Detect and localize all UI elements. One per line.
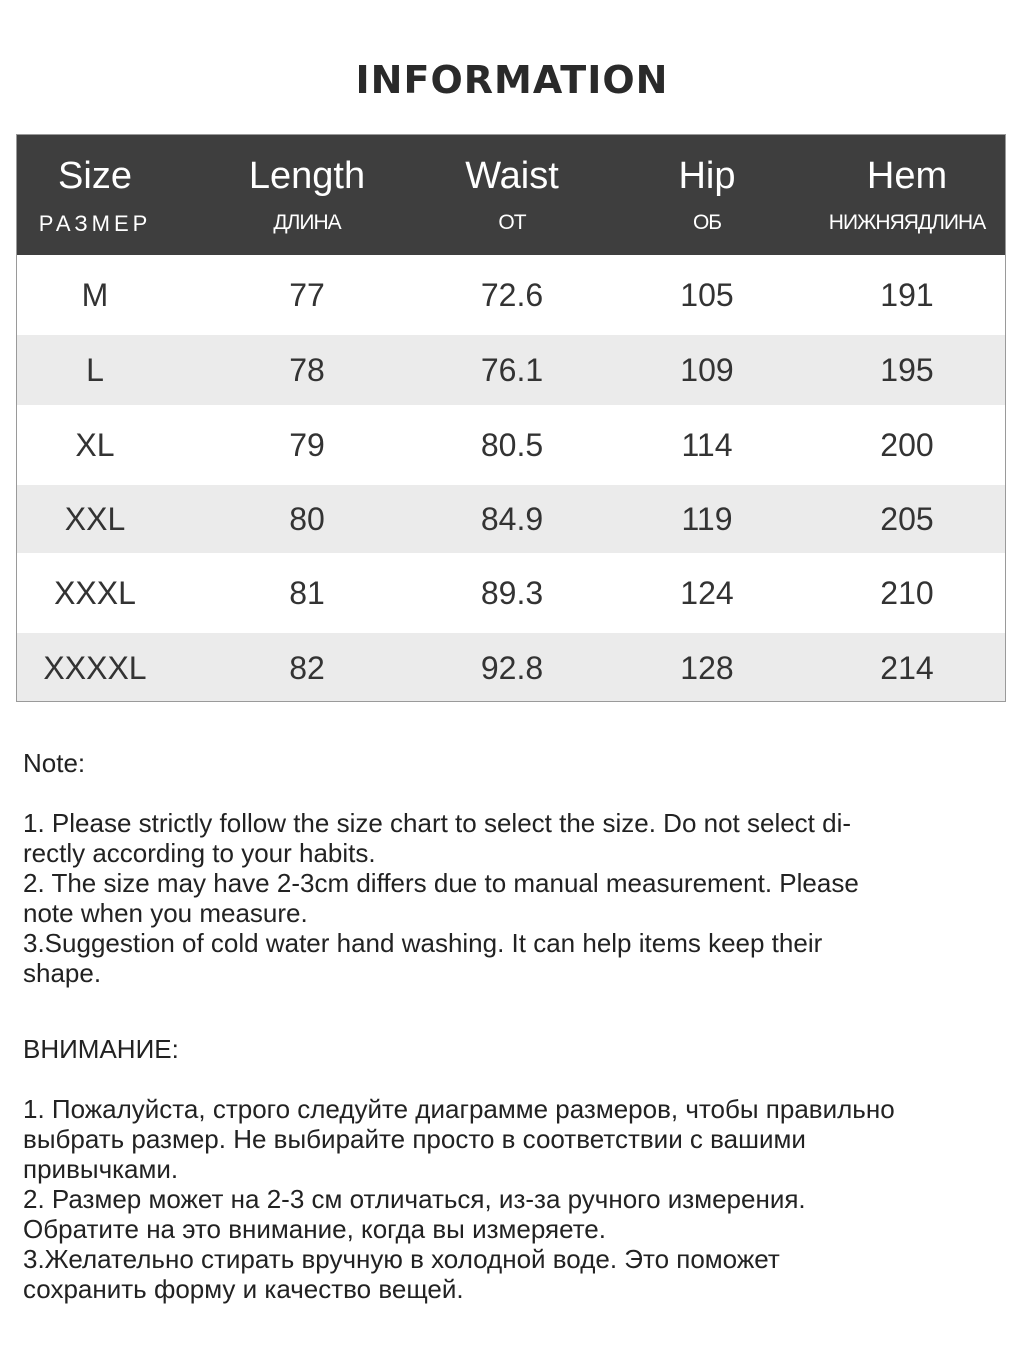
- attention-line: 3.Желательно стирать вручную в холодной воде. Это поможет: [23, 1244, 780, 1274]
- cell-hem: 210: [880, 574, 934, 611]
- header-hem: [807, 135, 1006, 255]
- header-hip: [607, 135, 807, 255]
- header-size: [17, 135, 173, 255]
- cell-length: 79: [289, 426, 325, 463]
- cell-hem: 195: [880, 351, 934, 388]
- header-length-en: Length: [248, 155, 366, 197]
- header-hem-en: Hem: [866, 155, 948, 197]
- table-header: [17, 135, 1006, 255]
- cell-hem: 205: [880, 500, 934, 537]
- note-body: [23, 808, 993, 988]
- cell-hip: 128: [680, 649, 734, 686]
- cell-size: M: [81, 276, 109, 313]
- cell-hip: 109: [680, 351, 734, 388]
- note-line: shape.: [23, 958, 102, 988]
- attention-body: [23, 1094, 1003, 1304]
- cell-waist: 76.1: [480, 351, 544, 388]
- header-size-en: Size: [58, 155, 132, 197]
- attention-line: 1. Пожалуйста, строго следуйте диаграмме размеров, чтобы правильно: [23, 1094, 895, 1124]
- header-length: [207, 135, 407, 255]
- header-waist-en: Waist: [465, 155, 559, 197]
- cell-hip: 124: [680, 574, 734, 611]
- cell-size: XXXL: [54, 574, 136, 611]
- cell-length: 81: [289, 574, 325, 611]
- table-row: [17, 405, 1006, 485]
- note-title: Note:: [23, 748, 86, 778]
- header-waist-ru: ОТ: [498, 211, 526, 234]
- table-row: [17, 633, 1006, 702]
- header-hem-ru: НИЖНЯЯДЛИНА: [828, 211, 986, 234]
- cell-size: XXL: [64, 500, 126, 537]
- attention-title: ВНИМАНИЕ:: [23, 1034, 179, 1064]
- table-row: [17, 255, 1006, 335]
- attention-line: Обратите на это внимание, когда вы измеряете.: [23, 1214, 606, 1244]
- cell-hip: 119: [681, 500, 733, 537]
- note-line: rectly according to your habits.: [23, 838, 376, 868]
- cell-length: 80: [289, 500, 325, 537]
- header-hip-ru: ОБ: [692, 211, 722, 234]
- table-row: [17, 553, 1006, 633]
- cell-hip: 114: [681, 426, 733, 463]
- cell-size: L: [86, 351, 104, 388]
- cell-length: 78: [289, 351, 325, 388]
- attention-line: привычками.: [23, 1154, 179, 1184]
- cell-hem: 200: [880, 426, 934, 463]
- header-size-ru: РАЗМЕР: [38, 211, 152, 236]
- table-row: [17, 335, 1006, 405]
- cell-waist: 92.8: [480, 649, 544, 686]
- cell-length: 82: [289, 649, 325, 686]
- size-chart-table: [16, 134, 1006, 702]
- header-hip-en: Hip: [678, 155, 736, 197]
- cell-hem: 191: [880, 276, 934, 313]
- note-line: 1. Please strictly follow the size chart to select the size. Do not select di-: [23, 808, 852, 838]
- cell-size: XXXXL: [43, 649, 147, 686]
- cell-waist: 89.3: [480, 574, 544, 611]
- header-length-ru: ДЛИНА: [273, 211, 341, 234]
- page-title: INFORMATION: [355, 58, 669, 102]
- attention-line: 2. Размер может на 2-3 см отличаться, из-за ручного измерения.: [23, 1184, 806, 1214]
- cell-waist: 72.6: [480, 276, 544, 313]
- attention-line: сохранить форму и качество вещей.: [23, 1274, 464, 1304]
- cell-length: 77: [289, 276, 325, 313]
- note-line: 2. The size may have 2-3cm differs due to manual measurement. Please: [23, 868, 859, 898]
- cell-waist: 84.9: [480, 500, 544, 537]
- header-waist: [412, 135, 612, 255]
- cell-hip: 105: [680, 276, 734, 313]
- cell-hem: 214: [880, 649, 934, 686]
- cell-waist: 80.5: [480, 426, 544, 463]
- table-row: [17, 485, 1006, 553]
- cell-size: XL: [75, 426, 115, 463]
- attention-line: выбрать размер. Не выбирайте просто в соответствии с вашими: [23, 1124, 806, 1154]
- note-line: 3.Suggestion of cold water hand washing. It can help items keep their: [23, 928, 823, 958]
- note-line: note when you measure.: [23, 898, 308, 928]
